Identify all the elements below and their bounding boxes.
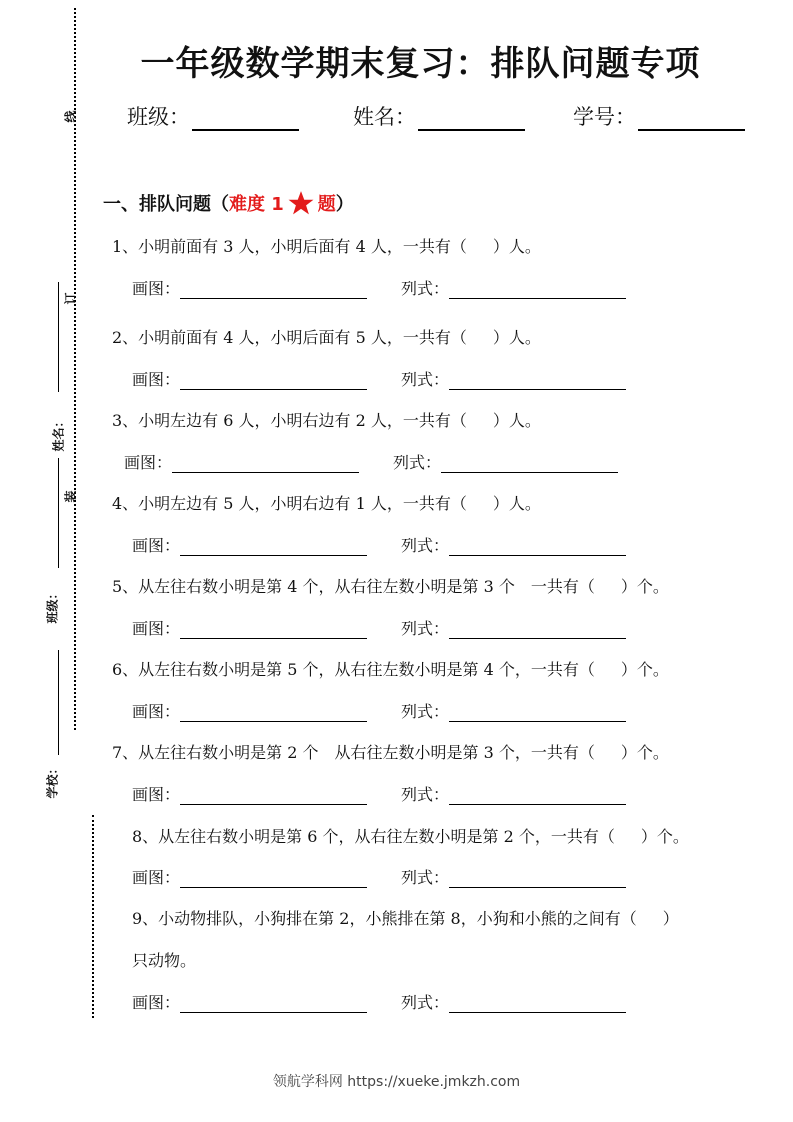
footer-watermark: 领航学科网 https://xueke.jmkzh.com — [272, 1074, 521, 1090]
question-tail: ）个。 — [620, 577, 669, 596]
question-tail: ）人。 — [492, 237, 541, 256]
draw-label: 画图： — [132, 702, 181, 721]
draw-label: 画图： — [132, 785, 181, 804]
answer-row-2 — [132, 367, 626, 390]
margin-xian: 线 — [63, 110, 78, 123]
formula-label: 列式： — [401, 993, 450, 1012]
class-label: 班级： — [127, 105, 190, 129]
formula-label: 列式： — [401, 868, 450, 887]
formula-label: 列式： — [393, 453, 442, 472]
question-9-continued: 只动物。 — [132, 951, 197, 970]
draw-blank[interactable] — [180, 537, 367, 556]
id-label: 学号： — [573, 105, 636, 129]
question-tail: ）个。 — [620, 743, 669, 762]
draw-label: 画图： — [132, 536, 181, 555]
draw-blank[interactable] — [180, 869, 367, 888]
id-blank[interactable] — [638, 107, 745, 131]
formula-label: 列式： — [401, 702, 450, 721]
question-tail: ）人。 — [492, 411, 541, 430]
question-9 — [132, 906, 679, 929]
question-text: 7、从左往右数小明是第 2 个 从右往左数小明是第 3 个，一共有（ — [112, 743, 595, 762]
margin-ding: 订 — [63, 292, 78, 305]
draw-label: 画图： — [132, 993, 181, 1012]
formula-blank[interactable] — [441, 454, 618, 473]
name-label: 姓名： — [353, 105, 416, 129]
formula-blank[interactable] — [449, 371, 626, 390]
class-field[interactable] — [127, 101, 299, 131]
section-header — [103, 190, 354, 216]
section-difficulty-suffix: 题 — [317, 194, 336, 215]
formula-label: 列式： — [401, 536, 450, 555]
draw-blank[interactable] — [180, 703, 367, 722]
draw-blank[interactable] — [180, 994, 367, 1013]
question-text: 9、小动物排队，小狗排在第 2，小熊排在第 8，小狗和小熊的之间有（ — [132, 909, 637, 928]
question-text: 6、从左往右数小明是第 5 个，从右往左数小明是第 4 个，一共有（ — [112, 660, 595, 679]
formula-blank[interactable] — [449, 537, 626, 556]
question-text: 5、从左往右数小明是第 4 个，从右往左数小明是第 3 个 一共有（ — [112, 577, 595, 596]
draw-blank[interactable] — [180, 620, 367, 639]
margin-class-label: 班级： — [45, 587, 60, 624]
answer-row-3 — [124, 450, 618, 473]
draw-label: 画图： — [132, 370, 181, 389]
margin-school-line — [58, 650, 59, 755]
formula-blank[interactable] — [449, 994, 626, 1013]
question-5 — [112, 574, 669, 597]
question-tail: ） — [662, 909, 679, 928]
margin-class-line — [58, 458, 59, 568]
formula-blank[interactable] — [449, 703, 626, 722]
answer-row-8 — [132, 865, 626, 888]
question-text: 8、从左往右数小明是第 6 个，从右往左数小明是第 2 个，一共有（ — [132, 827, 615, 846]
formula-blank[interactable] — [449, 786, 626, 805]
question-tail: ）个。 — [640, 827, 689, 846]
question-4 — [112, 491, 541, 514]
question-text: 2、小明前面有 4 人，小明后面有 5 人，一共有（ — [112, 328, 467, 347]
formula-blank[interactable] — [449, 280, 626, 299]
answer-row-5 — [132, 616, 626, 639]
answer-row-9 — [132, 990, 626, 1013]
formula-label: 列式： — [401, 370, 450, 389]
question-tail: ）人。 — [492, 328, 541, 347]
draw-blank[interactable] — [180, 280, 367, 299]
draw-blank[interactable] — [180, 786, 367, 805]
answer-row-1 — [132, 276, 626, 299]
page-title: 一年级数学期末复习：排队问题专项 — [140, 44, 701, 84]
name-blank[interactable] — [418, 107, 525, 131]
answer-row-6 — [132, 699, 626, 722]
draw-label: 画图： — [124, 453, 173, 472]
name-field[interactable] — [353, 101, 525, 131]
question-3 — [112, 408, 541, 431]
formula-label: 列式： — [401, 279, 450, 298]
draw-blank[interactable] — [172, 454, 359, 473]
section-prefix: 一、排队问题（ — [103, 194, 229, 215]
answer-row-4 — [132, 533, 626, 556]
section-close: ） — [335, 194, 354, 215]
question-7 — [112, 740, 669, 763]
question-text: 1、小明前面有 3 人，小明后面有 4 人，一共有（ — [112, 237, 467, 256]
question-1 — [112, 234, 541, 257]
class-blank[interactable] — [192, 107, 299, 131]
margin-name-line — [58, 282, 59, 392]
question-8 — [132, 824, 689, 847]
formula-blank[interactable] — [449, 869, 626, 888]
draw-label: 画图： — [132, 619, 181, 638]
margin-school-label: 学校： — [45, 762, 60, 799]
formula-label: 列式： — [401, 785, 450, 804]
draw-label: 画图： — [132, 279, 181, 298]
section-difficulty: 难度 1 — [229, 194, 284, 215]
question-text: 3、小明左边有 6 人，小明右边有 2 人，一共有（ — [112, 411, 467, 430]
draw-label: 画图： — [132, 868, 181, 887]
question-tail: ）个。 — [620, 660, 669, 679]
id-field[interactable] — [573, 101, 745, 131]
answer-row-7 — [132, 782, 626, 805]
draw-blank[interactable] — [180, 371, 367, 390]
formula-label: 列式： — [401, 619, 450, 638]
formula-blank[interactable] — [449, 620, 626, 639]
star-icon — [288, 190, 314, 216]
question-tail: ）人。 — [492, 494, 541, 513]
margin-name-label: 姓名： — [51, 415, 66, 452]
margin-zhuang: 装 — [63, 490, 78, 503]
question-2 — [112, 325, 541, 348]
binding-dotted-line-bottom — [92, 815, 94, 1018]
question-6 — [112, 657, 669, 680]
question-text: 4、小明左边有 5 人，小明右边有 1 人，一共有（ — [112, 494, 467, 513]
